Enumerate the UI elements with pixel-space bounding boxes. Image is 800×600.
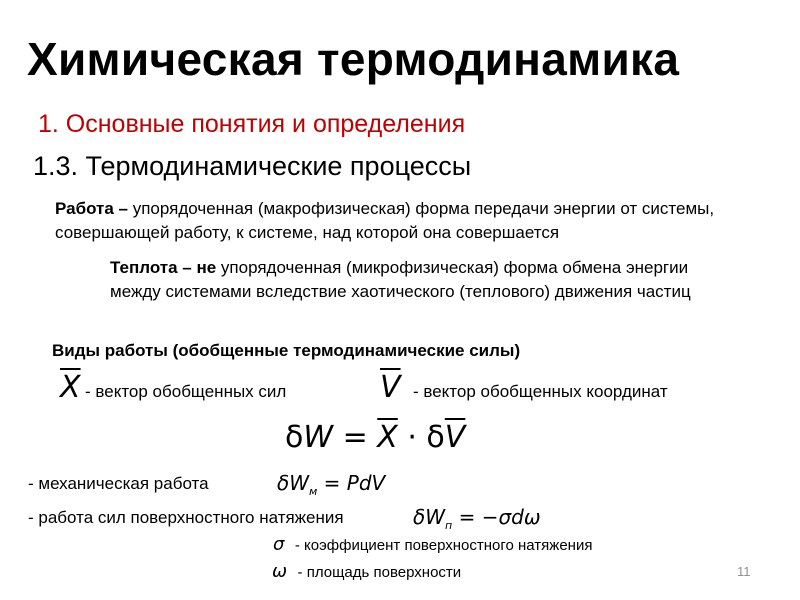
surf-formula-sub: п <box>445 519 453 532</box>
omega-row <box>272 561 461 582</box>
force-vector-row <box>60 370 286 405</box>
surface-work-label: - работа сил поверхностного натяжения <box>28 508 344 527</box>
coord-vector-row <box>380 370 668 405</box>
section-heading: 1.3. Термодинамические процессы <box>33 151 472 181</box>
force-vector-label: - вектор обобщенных сил <box>85 382 287 401</box>
slide-title: Химическая термодинамика <box>27 33 680 85</box>
formula-x: $\overline{X}$ <box>377 420 398 455</box>
mech-formula-sub: м <box>309 485 318 498</box>
work-kinds-heading: Виды работы (обобщенные термодинамические силы) <box>52 341 521 360</box>
mechanical-work-formula <box>277 471 385 498</box>
formula-equals: = <box>333 420 378 455</box>
delta-symbol-2: δ <box>426 420 445 455</box>
mechanical-work-label: - механическая работа <box>28 474 209 493</box>
mech-formula-lhs: δW <box>277 471 310 495</box>
work-definition <box>55 197 745 245</box>
formula-v: $\overline{V}$ <box>444 420 466 455</box>
formula-dot: · <box>397 420 427 455</box>
heat-definition <box>110 256 730 304</box>
heat-text: упорядоченная (микрофизическая) форма обмена энергии между системами вследствие хаотического (теплового) движения частиц <box>110 258 691 301</box>
surface-work-formula <box>413 505 541 532</box>
delta-symbol: δ <box>285 420 304 455</box>
main-work-formula <box>285 420 465 455</box>
page-number: 11 <box>737 564 751 579</box>
work-term: Работа – <box>55 199 128 218</box>
heat-term: Теплота – не <box>110 258 217 277</box>
force-vector-symbol: $\overline{X}$ <box>60 370 81 405</box>
omega-label: - площадь поверхности <box>297 564 462 581</box>
coord-vector-symbol: $\overline{V}$ <box>380 370 401 405</box>
coord-vector-label: - вектор обобщенных координат <box>412 382 668 401</box>
sigma-symbol: σ <box>273 534 285 555</box>
surf-formula-lhs: δW <box>413 505 446 529</box>
mech-formula-rhs: = PdV <box>317 471 386 495</box>
slide-subtitle: 1. Основные понятия и определения <box>38 110 466 138</box>
omega-symbol: ω <box>272 561 288 582</box>
surf-formula-rhs: = −σdω <box>452 505 541 529</box>
formula-w: W <box>303 420 334 455</box>
work-text: упорядоченная (макрофизическая) форма передачи энергии от системы, совершающей работу, к системе, над которой она совершается <box>55 199 715 242</box>
sigma-label: - коэффициент поверхностного натяжения <box>294 537 593 554</box>
sigma-row <box>273 534 592 555</box>
